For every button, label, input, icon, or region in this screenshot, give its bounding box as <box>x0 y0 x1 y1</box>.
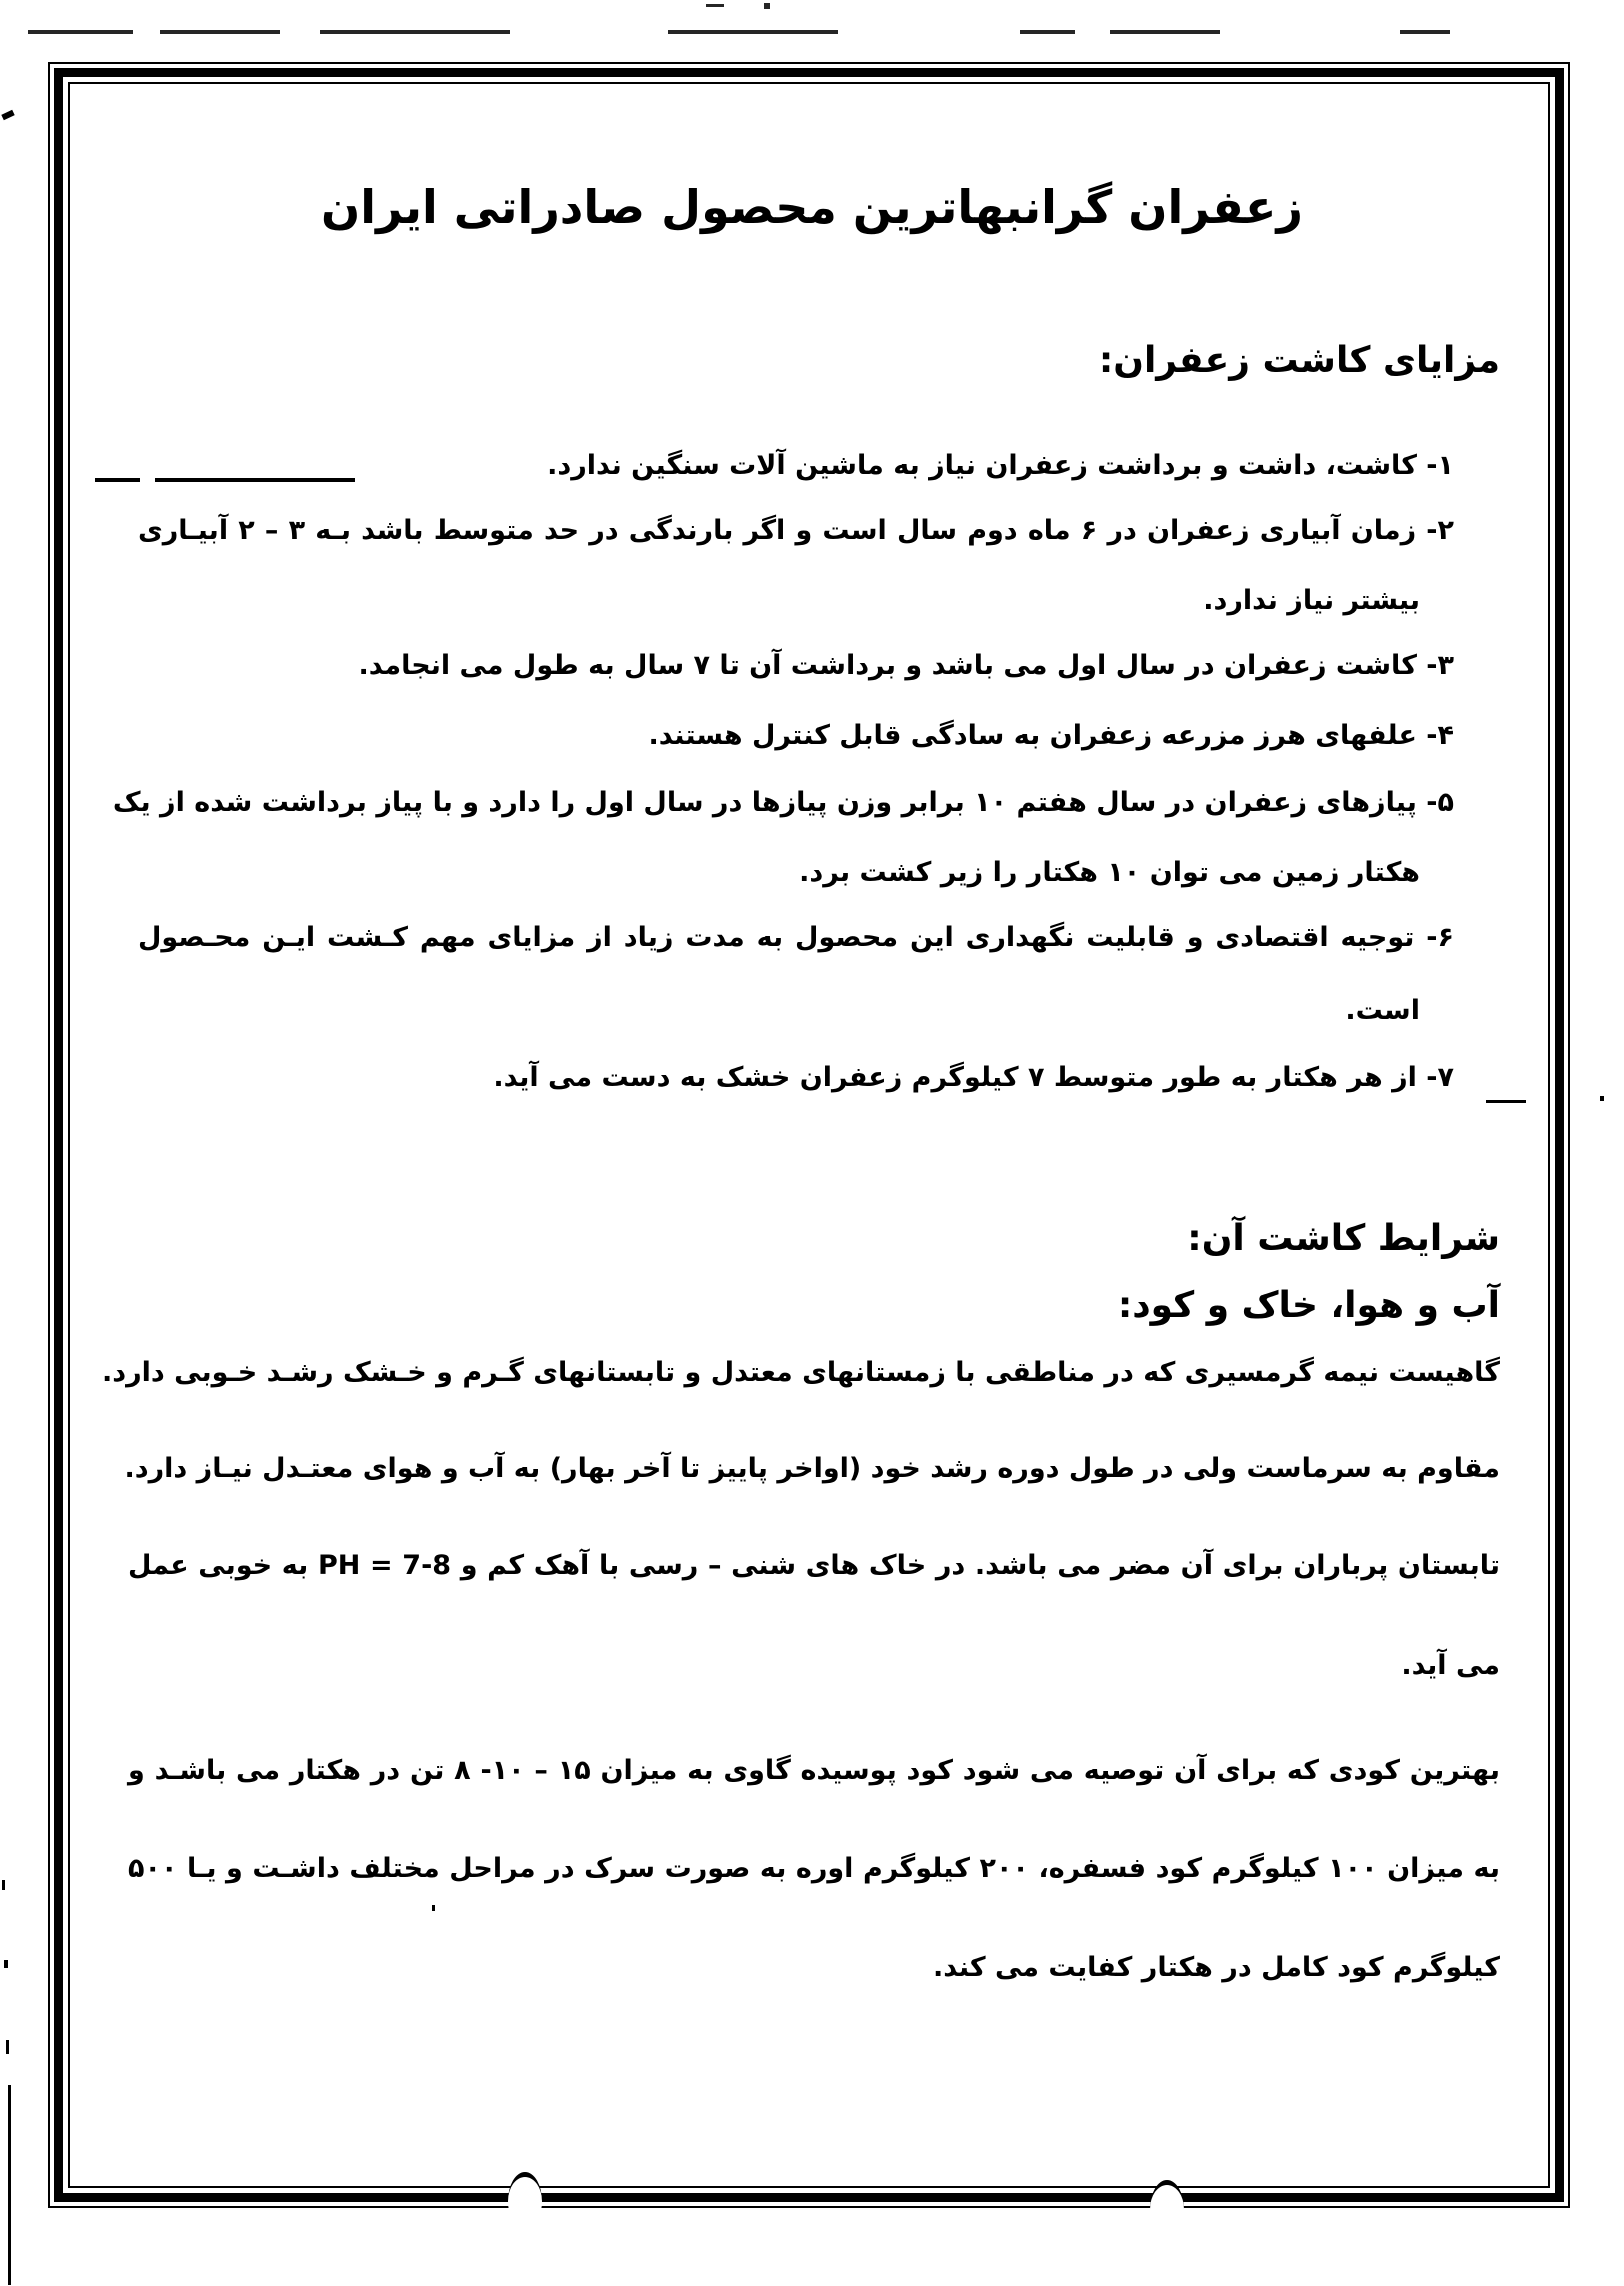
list-item: ۶- توجیه اقتصادی و قابلیت نگهداری این محصول به مدت زیاد از مزایای مهم کـشت ایـن محـصول <box>138 922 1454 953</box>
scan-mark <box>6 2040 9 2054</box>
list-item: ۷- از هر هکتار به طور متوسط ۷ کیلوگرم زعفران خشک به دست می آید. <box>493 1062 1454 1093</box>
list-item: ۳- کاشت زعفران در سال اول می باشد و برداشت آن تا ۷ سال به طول می انجامد. <box>358 650 1454 681</box>
scan-mark <box>1486 1100 1526 1103</box>
paragraph-line: به میزان ۱۰۰ کیلوگرم کود فسفره، ۲۰۰ کیلوگرم اوره به صورت سرک در مراحل مختلف داشـت و یـا ۵۰۰ <box>128 1853 1500 1884</box>
scan-mark <box>1600 1096 1604 1101</box>
scan-mark <box>95 478 140 482</box>
section-heading: شرایط کاشت آن: <box>1187 1218 1500 1259</box>
paragraph-line: کیلوگرم کود کامل در هکتار کفایت می کند. <box>932 1952 1500 1983</box>
scan-mark <box>155 478 355 482</box>
paragraph-line: مقاوم به سرماست ولی در طول دوره رشد خود (اواخر پاییز تا آخر بهار) به آب و هوای معتـدل نیـاز دارد. <box>124 1453 1500 1484</box>
paragraph-line: بهترین کودی که برای آن توصیه می شود کود پوسیده گاوی به میزان ۱۵ – ۱۰- ۸ تن در هکتار می باشـد و <box>128 1755 1500 1786</box>
list-item-continuation: است. <box>1345 995 1420 1026</box>
scan-mark <box>8 2085 11 2285</box>
scan-mark <box>432 1905 435 1911</box>
paragraph-line: تابستان پرباران برای آن مضر می باشد. در خاک های شنی – رسی با آهک کم و PH = 7-8 به خوبی عمل <box>128 1550 1501 1581</box>
list-item: ۵- پیازهای زعفران در سال هفتم ۱۰ برابر وزن پیازها در سال اول را دارد و با پیاز برداشت شده از یک <box>112 787 1454 818</box>
document-title: زعفران گرانبهاترین محصول صادراتی ایران <box>321 180 1303 234</box>
section-heading: مزایای کاشت زعفران: <box>1098 340 1500 381</box>
list-item-continuation: بیشتر نیاز ندارد. <box>1203 585 1420 616</box>
scan-mark <box>1 110 14 121</box>
punch-hole-right <box>1150 2180 1184 2238</box>
scan-mark <box>2 1880 5 1890</box>
paragraph-line: گاهیست نیمه گرمسیری که در مناطقی با زمستانهای معتدل و تابستانهای گـرم و خـشک رشـد خـوبی دارد. <box>101 1357 1500 1388</box>
section-subheading: آب و هوا، خاک و کود: <box>1117 1285 1500 1326</box>
list-item: ۴- علفهای هرز مزرعه زعفران به سادگی قابل کنترل هستند. <box>648 720 1454 751</box>
scan-mark <box>4 1960 8 1968</box>
punch-hole-left <box>508 2172 542 2230</box>
list-item: ۲- زمان آبیاری زعفران در ۶ ماه دوم سال است و اگر بارندگی در حد متوسط باشد بـه ۳ – ۲ آبیـاری <box>138 515 1454 546</box>
list-item-continuation: هکتار زمین می توان ۱۰ هکتار را زیر کشت برد. <box>799 857 1420 888</box>
list-item: ۱- کاشت، داشت و برداشت زعفران نیاز به ماشین آلات سنگین ندارد. <box>547 450 1454 481</box>
paragraph-line: می آید. <box>1401 1650 1500 1681</box>
